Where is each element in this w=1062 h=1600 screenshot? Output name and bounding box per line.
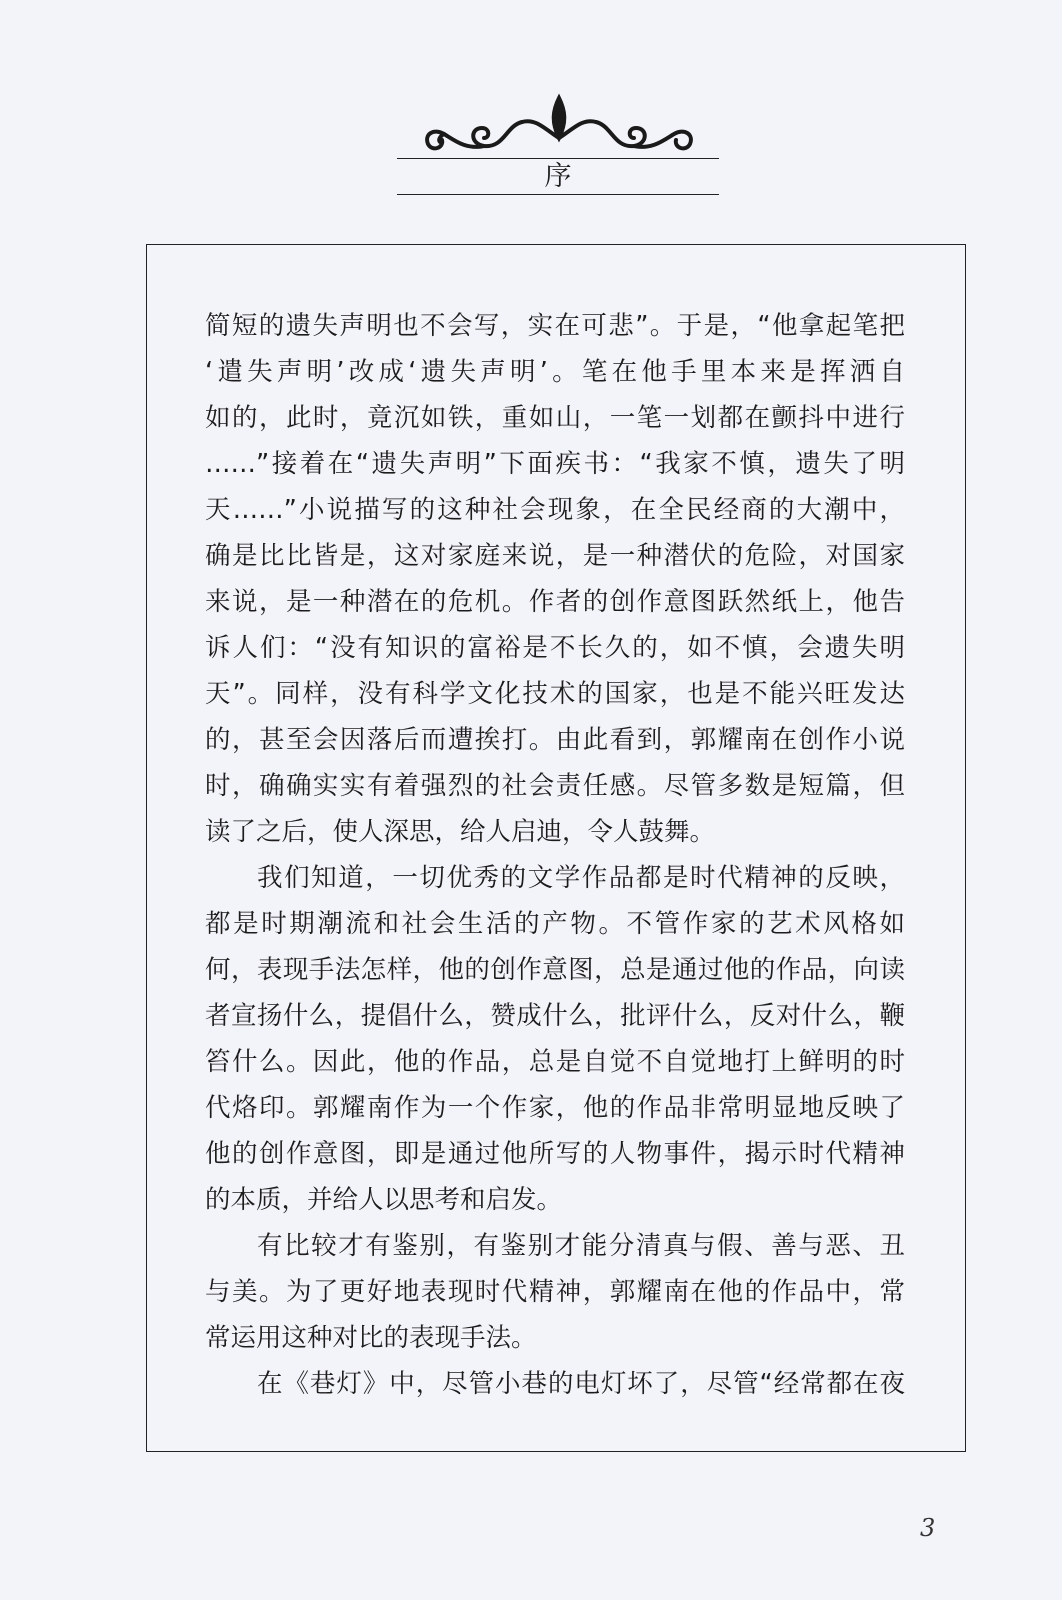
text-line: 者宣扬什么，提倡什么，赞成什么，批评什么，反对什么，鞭: [205, 1001, 905, 1031]
text-line: ‘遣失声明’改成‘遗失声明’。笔在他手里本来是挥洒自: [205, 357, 905, 387]
text-line: 常运用这种对比的表现手法。: [205, 1323, 537, 1353]
title-rule-bottom: [397, 194, 719, 195]
text-line: 有比较才有鉴别，有鉴别才能分清真与假、善与恶、丑: [257, 1231, 905, 1261]
text-line: 何，表现手法怎样，他的创作意图，总是通过他的作品，向读: [205, 955, 905, 985]
body-text: [205, 303, 905, 1407]
text-line: 都是时期潮流和社会生活的产物。不管作家的艺术风格如: [205, 909, 905, 939]
text-line: 的，甚至会因落后而遭挨打。由此看到，郭耀南在创作小说: [205, 725, 905, 755]
text-line: ……”接着在“遗失声明”下面疾书：“我家不慎，遗失了明: [205, 449, 905, 479]
text-line: 笞什么。因此，他的作品，总是自觉不自觉地打上鲜明的时: [205, 1047, 905, 1077]
title-rule-top: [397, 158, 719, 159]
text-line: 天”。同样，没有科学文化技术的国家，也是不能兴旺发达: [205, 679, 905, 709]
text-line: 来说，是一种潜在的危机。作者的创作意图跃然纸上，他告: [205, 587, 905, 617]
text-line: 简短的遗失声明也不会写，实在可悲”。于是，“他拿起笔把: [205, 311, 905, 341]
text-line: 代烙印。郭耀南作为一个作家，他的作品非常明显地反映了: [205, 1093, 905, 1123]
section-title: 序: [544, 161, 572, 192]
text-line: 他的创作意图，即是通过他所写的人物事件，揭示时代精神: [205, 1139, 905, 1169]
scroll-ornament-icon: [414, 90, 704, 160]
text-line: 诉人们：“没有知识的富裕是不长久的，如不慎，会遗失明: [205, 633, 905, 663]
text-line: 确是比比皆是，这对家庭来说，是一种潜伏的危险，对国家: [205, 541, 905, 571]
text-line: 在《巷灯》中，尽管小巷的电灯坏了，尽管“经常都在夜: [257, 1369, 905, 1399]
text-line: 我们知道，一切优秀的文学作品都是时代精神的反映，: [257, 863, 905, 893]
text-line: 的本质，并给人以思考和启发。: [205, 1185, 563, 1215]
page-number: 3: [920, 1514, 936, 1542]
text-line: 天……”小说描写的这种社会现象，在全民经商的大潮中，: [205, 495, 905, 525]
text-line: 如的，此时，竟沉如铁，重如山，一笔一划都在颤抖中进行: [205, 403, 905, 433]
text-line: 读了之后，使人深思，给人启迪，令人鼓舞。: [205, 817, 716, 847]
text-line: 时，确确实实有着强烈的社会责任感。尽管多数是短篇，但: [205, 771, 905, 801]
text-line: 与美。为了更好地表现时代精神，郭耀南在他的作品中，常: [205, 1277, 905, 1307]
